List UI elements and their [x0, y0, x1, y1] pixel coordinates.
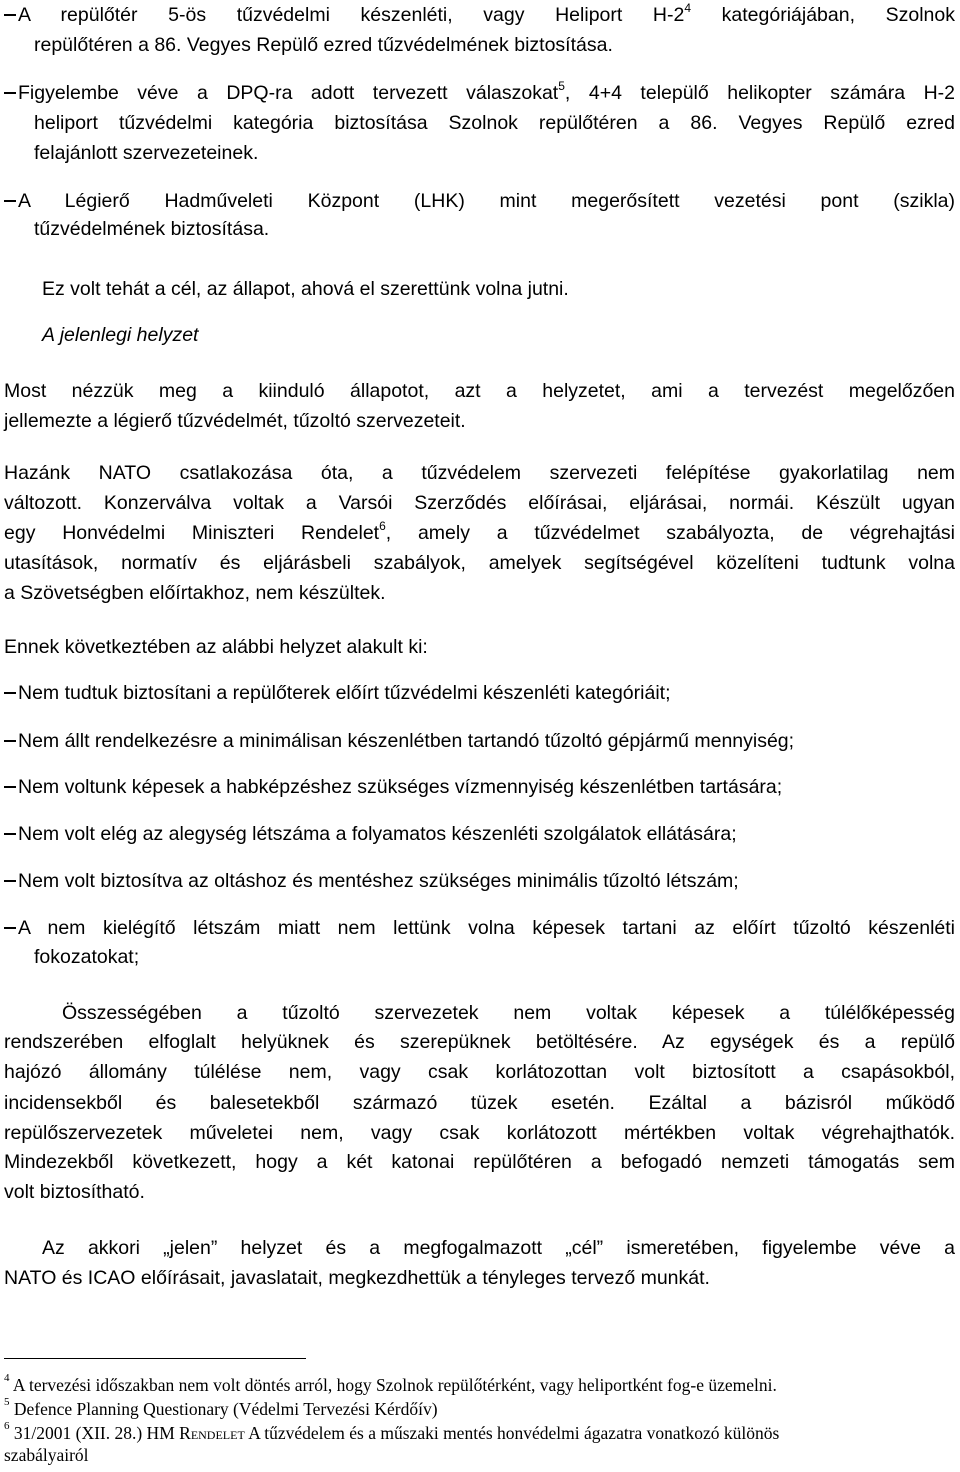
list-item: A repülőtér 5-ös tűzvédelmi készenléti, vagy Heliport $H-2^4$ kategóriájában, Szolnok — [4, 0, 955, 30]
paragraph-line: hajózó állomány túlélése nem, vagy csak korlátozottan volt biztosított a csapásokból, — [4, 1061, 955, 1083]
list-item-continuation: repülőtéren a 86. Vegyes Repülő ezred tűzvédelmének biztosítása. — [34, 34, 613, 56]
list-item: A nem kielégítő létszám miatt nem lettünk volna képesek tartani az előírt tűzoltó készenléti — [4, 913, 955, 943]
dash-bullet — [4, 14, 16, 16]
footnote: $^5$ Defence Planning Questionary (Védelmi Tervezési Kérdőív) — [4, 1396, 438, 1419]
dash-bullet — [4, 692, 16, 694]
paragraph-line: Mindezekből következett, hogy a két katonai repülőtéren a befogadó nemzeti támogatás sem — [4, 1151, 955, 1173]
list-item: A Légierő Hadműveleti Központ (LHK) mint megerősített vezetési pont (szikla) — [4, 186, 955, 216]
paragraph-line: rendszerében elfoglalt helyüknek és szerepüknek betöltésére. Az egységek és a repülő — [4, 1031, 955, 1053]
footnote-ref: 4 — [684, 0, 692, 15]
paragraph-line: Összességében a tűzoltó szervezetek nem voltak képesek a túlélőképesség — [62, 1002, 955, 1024]
list-item: Figyelembe véve a DPQ-ra adott tervezett válaszokat$^5$, 4+4 települő helikopter számára H-2 — [4, 78, 955, 108]
footnote-continuation: szabályairól — [4, 1445, 89, 1465]
section-heading: A jelenlegi helyzet — [42, 324, 199, 346]
paragraph-line: NATO és ICAO előírásait, javaslatait, megkezdhettük a tényleges tervező munkát. — [4, 1267, 710, 1289]
paragraph-line: Most nézzük meg a kiinduló állapotot, azt a helyzetet, ami a tervezést megelőzően — [4, 380, 955, 402]
footnote-separator — [4, 1358, 306, 1359]
list-item-continuation: felajánlott szervezeteinek. — [34, 142, 259, 164]
paragraph-line: jellemezte a légierő tűzvédelmét, tűzoltó szervezeteit. — [4, 410, 466, 432]
dash-bullet — [4, 927, 16, 929]
list-item-continuation: fokozatokat; — [34, 946, 140, 968]
paragraph-line: incidensekből és balesetekből származó tüzek esetén. Ezáltal a bázisról működő — [4, 1092, 955, 1114]
paragraph-line: utasítások, normatív és eljárásbeli szabályok, amelyek segítségével közelíteni tudtunk volna — [4, 552, 955, 574]
footnote-ref: 5 — [558, 78, 565, 93]
paragraph-line: Hazánk NATO csatlakozása óta, a tűzvédelem szervezeti felépítése gyakorlatilag nem — [4, 462, 955, 484]
list-item: Nem voltunk képesek a habképzéshez szükséges vízmennyiség készenlétben tartására; — [4, 772, 955, 802]
paragraph-line: a Szövetségben előírtakhoz, nem készültek. — [4, 582, 386, 604]
list-item-continuation: tűzvédelmének biztosítása. — [34, 218, 270, 240]
paragraph-line: repülőszervezetek műveletei nem, vagy csak korlátozott mértékben voltak végrehajthatók. — [4, 1122, 955, 1144]
footnote: $^6$ 31/2001 (XII. 28.) HM Rendelet A tűzvédelem és a műszaki mentés honvédelmi ágazatra vonatkozó különös — [4, 1420, 780, 1443]
list-item: Nem állt rendelkezésre a minimálisan készenlétben tartandó tűzoltó gépjármű mennyiség; — [4, 726, 955, 756]
list-item-continuation: heliport tűzvédelmi kategória biztosítása Szolnok repülőtéren a 86. Vegyes Repülő ezred — [34, 112, 955, 134]
list-item: Nem tudtuk biztosítani a repülőterek előírt tűzvédelmi készenléti kategóriáit; — [4, 678, 955, 708]
dash-bullet — [4, 740, 16, 742]
dash-bullet — [4, 786, 16, 788]
list-intro: Ennek következtében az alábbi helyzet alakult ki: — [4, 636, 428, 658]
footnote: $^4$ A tervezési időszakban nem volt döntés arról, hogy Szolnok repülőtérként, vagy heliportként fog-e üzemelni. — [4, 1372, 777, 1395]
paragraph-line: egy Honvédelmi Miniszteri Rendelet$^6$, amely a tűzvédelmet szabályozta, de végrehajtási — [4, 518, 955, 544]
paragraph-line: Az akkori „jelen” helyzet és a megfogalmazott „cél” ismeretében, figyelembe véve a — [42, 1237, 955, 1259]
list-item: Nem volt biztosítva az oltáshoz és mentéshez szükséges minimális tűzoltó létszám; — [4, 866, 955, 896]
dash-bullet — [4, 833, 16, 835]
goal-sentence: Ez volt tehát a cél, az állapot, ahová el szerettünk volna jutni. — [42, 278, 569, 300]
paragraph-line: volt biztosítható. — [4, 1181, 145, 1203]
dash-bullet — [4, 880, 16, 882]
dash-bullet — [4, 92, 16, 94]
paragraph-line: változott. Konzerválva voltak a Varsói Szerződés előírásai, eljárásai, normái. Készült ugyan — [4, 492, 955, 514]
list-item: Nem volt elég az alegység létszáma a folyamatos készenléti szolgálatok ellátására; — [4, 819, 955, 849]
dash-bullet — [4, 200, 16, 202]
footnote-ref: 6 — [379, 518, 386, 533]
